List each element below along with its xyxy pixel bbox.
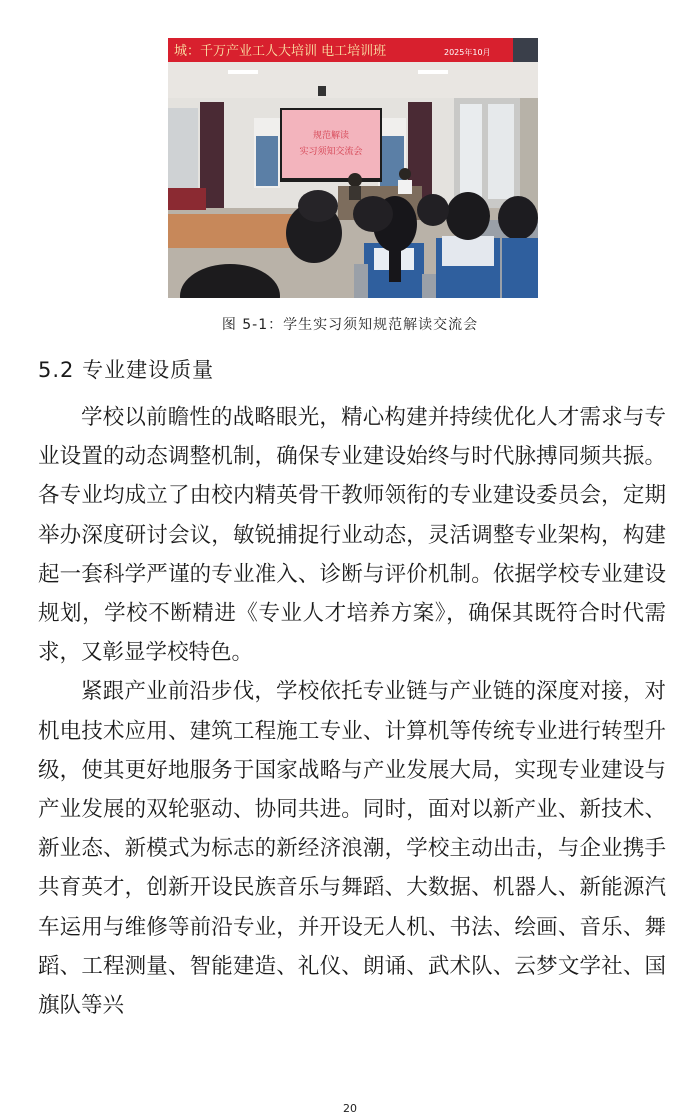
event-photo [168,38,538,298]
figure-caption: 图 5-1：学生实习须知规范解读交流会 [221,317,479,333]
screen-text-line2: 实习须知交流会 [299,147,363,157]
paragraph: 学校以前瞻性的战略眼光，精心构建并持续优化人才需求与专业设置的动态调整机制，确保专业建设始终与时代脉搏同频共振。各专业均成立了由校内精英骨干教师领衔的专业建设委员会，定期举办深度研讨会议，敏锐捕捉行业动态，灵活调整专业架构，构建起一套科学严谨的专业准入、诊断与评价机制。依据学校专业建设规划，学校不断精进《专业人才培养方案》，确保其既符合时代需求，又彰显学校特色。 [38,405,666,666]
body-text [38,398,666,1025]
section-heading: 5.2 专业建设质量 [38,358,215,382]
page-number: 20 [343,1102,357,1115]
paragraph: 紧跟产业前沿步伐，学校依托专业链与产业链的深度对接，对机电技术应用、建筑工程施工专业、计算机等传统专业进行转型升级，使其更好地服务于国家战略与产业发展大局，实现专业建设与产业发展的双轮驱动、协同共进。同时，面对以新产业、新技术、新业态、新模式为标志的新经济浪潮，学校主动出击，与企业携手共育英才，创新开设民族音乐与舞蹈、大数据、机器人、新能源汽车运用与维修等前沿专业，并开设无人机、书法、绘画、音乐、舞蹈、工程测量、智能建造、礼仪、朗诵、武术队、云梦文学社、国旗队等兴 [38,679,666,1019]
banner-date: 2025年10月 [444,48,491,57]
projection-screen [282,110,380,178]
event-photo-illustration [168,38,538,298]
screen-text-line1: 规范解读 [312,131,350,141]
banner-text: 城：千万产业工人大培训 电工培训班 [174,44,387,59]
